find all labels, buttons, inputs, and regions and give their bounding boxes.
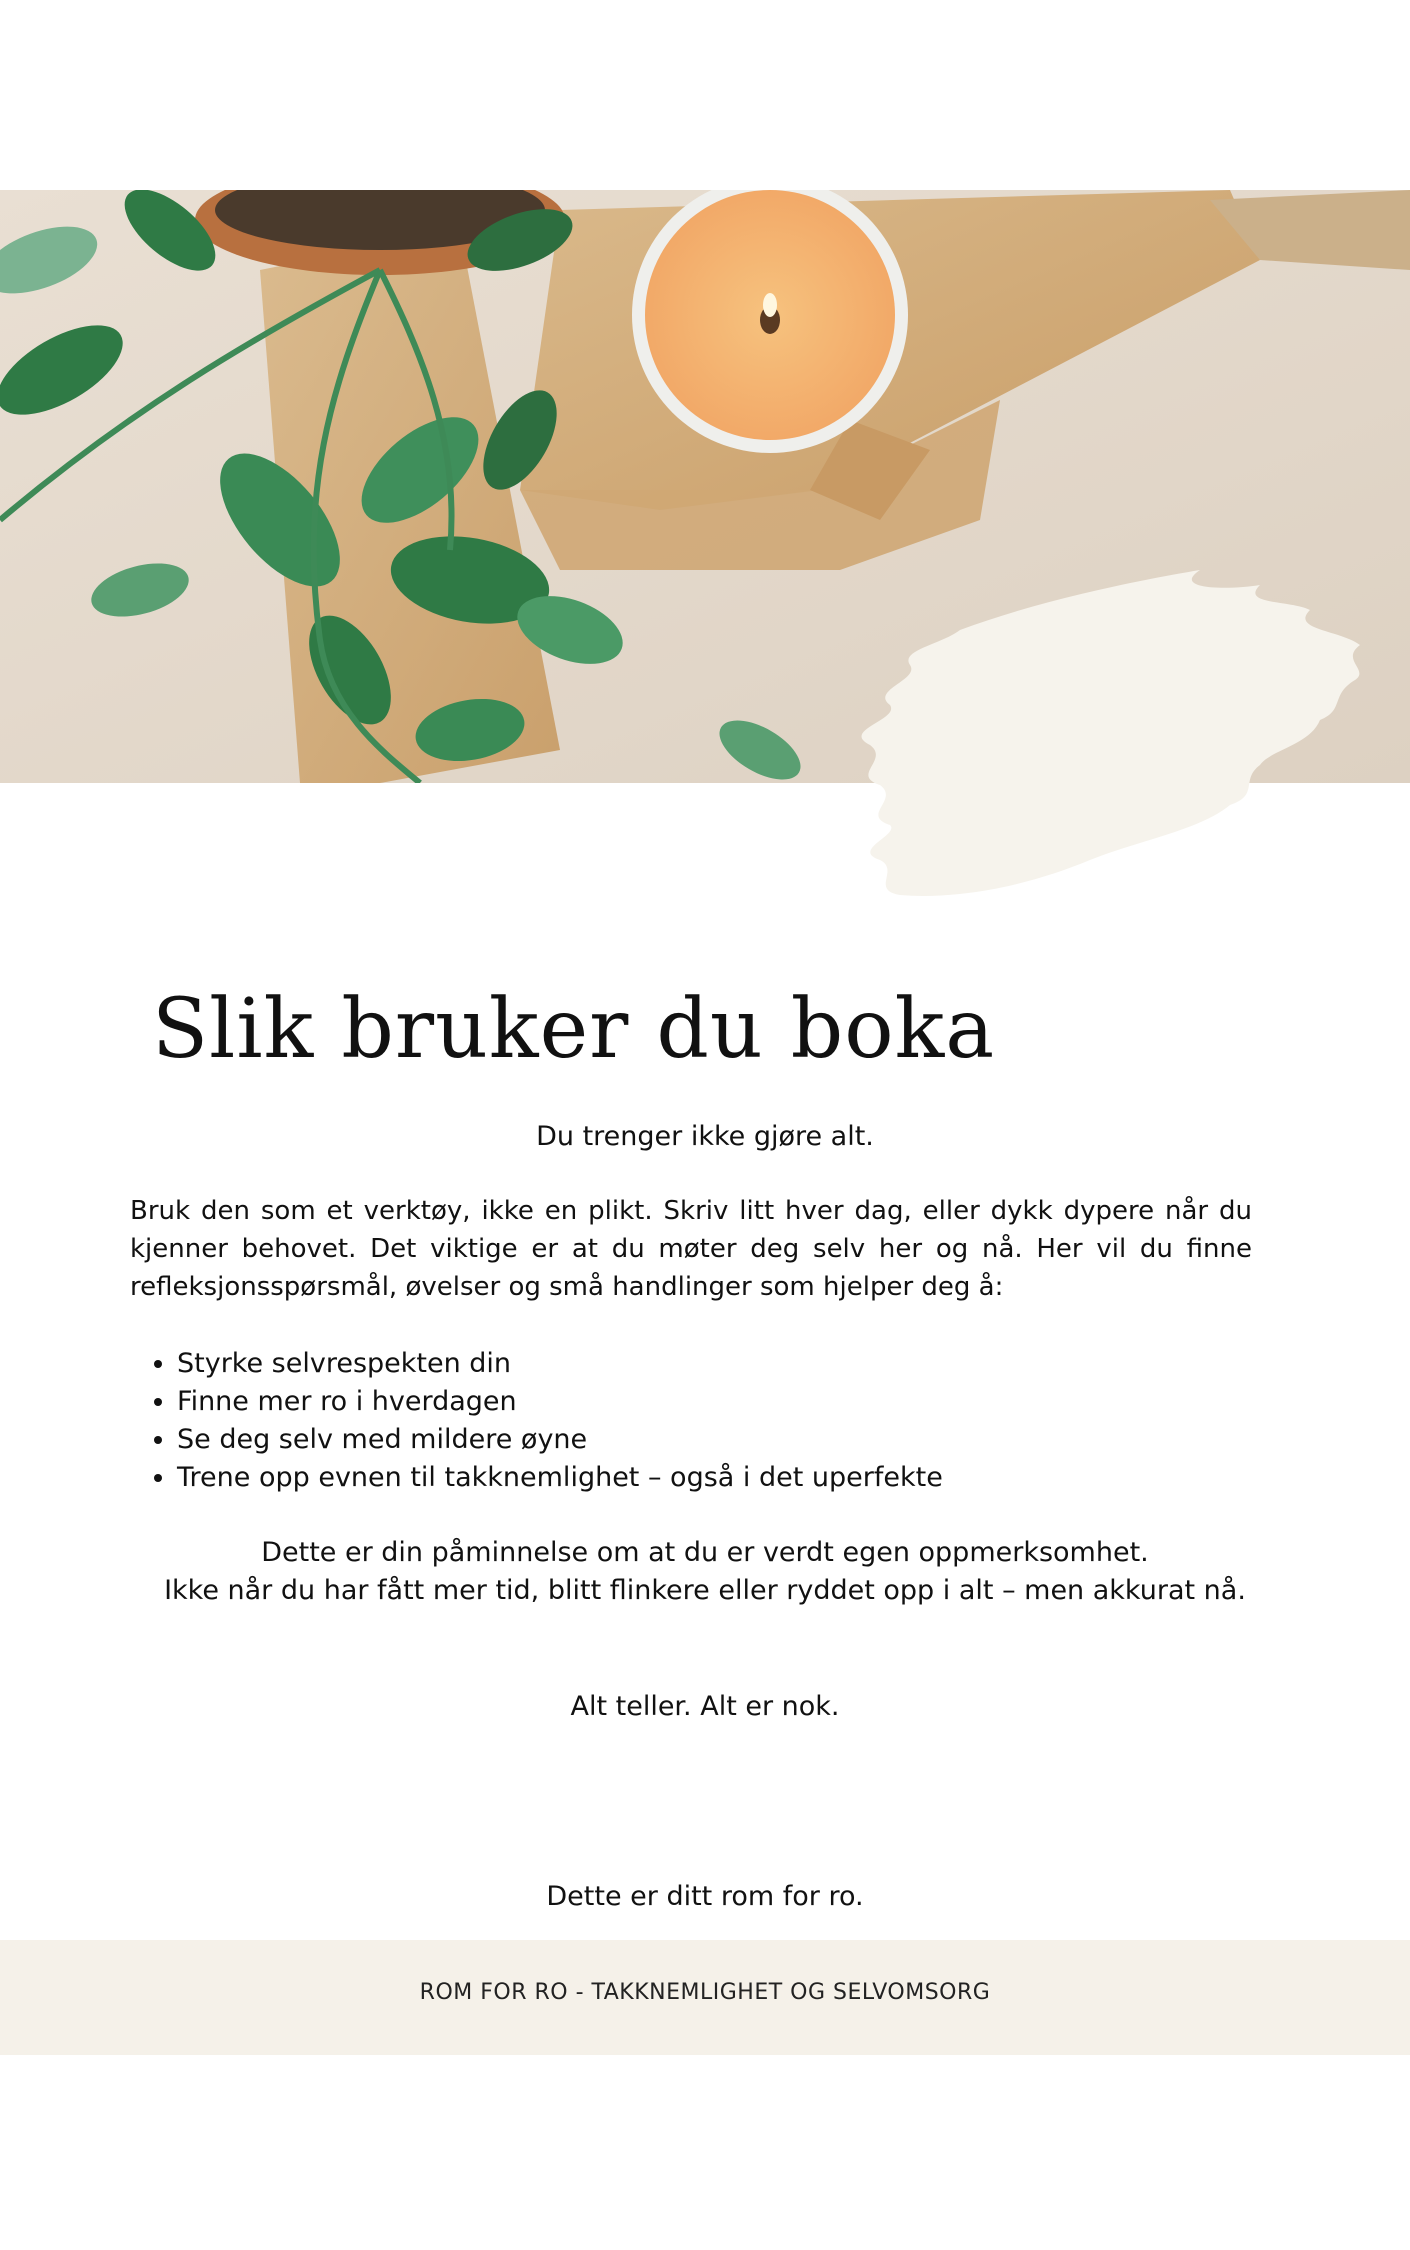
footer-band [0, 1940, 1410, 2055]
bullet-list [130, 1345, 943, 1497]
list-item: • Se deg selv med mildere øyne [177, 1421, 943, 1459]
footer-text: ROM FOR RO - TAKKNEMLIGHET OG SELVOMSORG [419, 1980, 991, 2005]
list-item: • Trene opp evnen til takknemlighet – også i det uperfekte [177, 1459, 943, 1497]
list-item: • Styrke selvrespekten din [177, 1345, 943, 1383]
reminder-line-2: Ikke når du har fått mer tid, blitt flinkere eller ryddet opp i alt – men akkurat nå. [164, 1575, 1246, 1606]
subtitle: Du trenger ikke gjøre alt. [536, 1121, 874, 1152]
page-title: Slik bruker du boka [152, 982, 996, 1077]
intro-paragraph: Bruk den som et verktøy, ikke en plikt. Skriv litt hver dag, eller dykk dypere når du kjenner behovet. Det viktige er at du møter deg selv her og nå. Her vil du finne refleksjonsspørsmål, øvelser og små handlinger som hjelper deg å: [130, 1196, 1252, 1302]
affirmation: Alt teller. Alt er nok. [570, 1691, 840, 1722]
brush-stroke-decoration [840, 560, 1380, 905]
closing-line: Dette er ditt rom for ro. [546, 1881, 864, 1912]
reminder-line-1: Dette er din påminnelse om at du er verdt egen oppmerksomhet. [261, 1537, 1149, 1568]
list-item: • Finne mer ro i hverdagen [177, 1383, 943, 1421]
